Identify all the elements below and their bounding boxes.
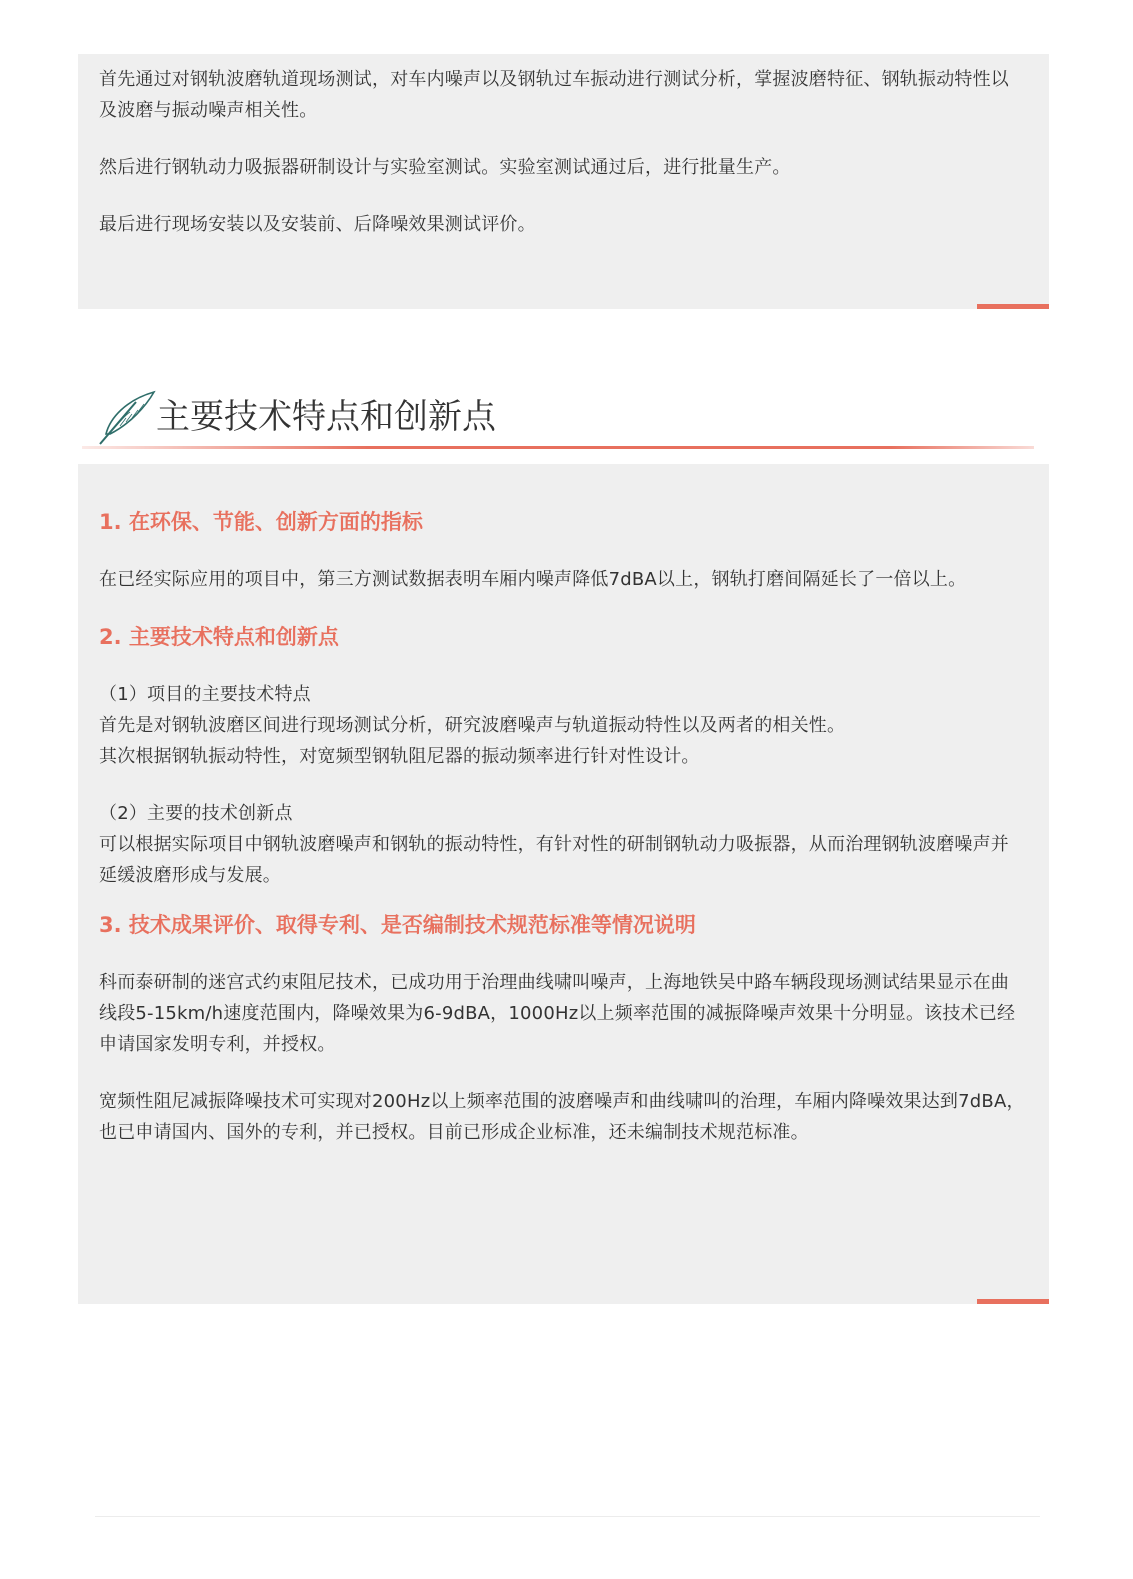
panel-accent-bar	[977, 304, 1049, 309]
feather-icon	[96, 388, 158, 446]
sub-2-title: （2）主要的技术创新点	[99, 803, 293, 824]
intro-paragraph-3: 最后进行现场安装以及安装前、后降噪效果测试评价。	[99, 214, 536, 235]
block-3-paragraph-1: 科而泰研制的迷宫式约束阻尼技术，已成功用于治理曲线啸叫噪声，上海地铁吴中路车辆段现场测试结果显示在曲线段5-15km/h速度范围内，降噪效果为6-9dBA，1000Hz以上频率范围的减振降噪声效果十分明显。该技术已经申请国家发明专利，并授权。	[99, 972, 1016, 1055]
sub-1-line-1: 首先是对钢轨波磨区间进行现场测试分析，研究波磨噪声与轨道振动特性以及两者的相关性。	[99, 715, 846, 736]
section-title: 主要技术特点和创新点	[156, 397, 496, 437]
main-panel	[78, 464, 1049, 1304]
footer-divider	[95, 1516, 1040, 1517]
block-1-text: 在已经实际应用的项目中，第三方测试数据表明车厢内噪声降低7dBA以上，钢轨打磨间隔延长了一倍以上。	[99, 569, 967, 590]
sub-2-text: 可以根据实际项目中钢轨波磨噪声和钢轨的振动特性，有针对性的研制钢轨动力吸振器，从而治理钢轨波磨噪声并延缓波磨形成与发展。	[99, 834, 1009, 886]
block-3-paragraph-2: 宽频性阻尼减振降噪技术可实现对200Hz以上频率范围的波磨噪声和曲线啸叫的治理，车厢内降噪效果达到7dBA，也已申请国内、国外的专利，并已授权。目前已形成企业标准，还未编制技术规范标准。	[99, 1091, 1025, 1143]
heading-1: 1. 在环保、节能、创新方面的指标	[99, 510, 423, 534]
intro-panel	[78, 54, 1049, 309]
section-header	[96, 388, 1046, 452]
heading-2: 2. 主要技术特点和创新点	[99, 625, 339, 649]
heading-3: 3. 技术成果评价、取得专利、是否编制技术规范标准等情况说明	[99, 913, 696, 937]
sub-1-line-2: 其次根据钢轨振动特性，对宽频型钢轨阻尼器的振动频率进行针对性设计。	[99, 746, 700, 767]
section-divider	[82, 446, 1034, 449]
panel-accent-bar	[977, 1299, 1049, 1304]
intro-paragraph-1: 首先通过对钢轨波磨轨道现场测试，对车内噪声以及钢轨过车振动进行测试分析，掌握波磨特征、钢轨振动特性以及波磨与振动噪声相关性。	[99, 69, 1009, 121]
intro-paragraph-2: 然后进行钢轨动力吸振器研制设计与实验室测试。实验室测试通过后，进行批量生产。	[99, 157, 791, 178]
sub-1-title: （1）项目的主要技术特点	[99, 684, 311, 705]
